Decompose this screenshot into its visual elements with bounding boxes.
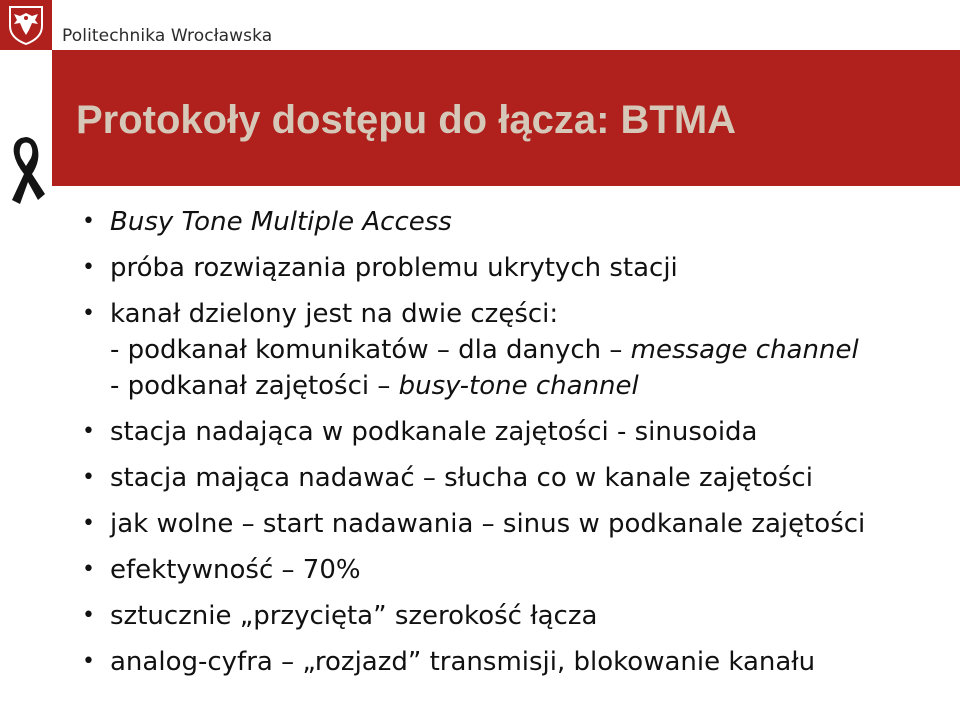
bullet-item [82, 296, 952, 404]
sub-line-busy-tone-channel [110, 368, 952, 404]
bullet-item [82, 552, 952, 588]
bullet-text: efektywność – 70% [110, 555, 361, 585]
university-logo [0, 0, 52, 50]
bullet-item [82, 598, 952, 634]
title-bar [52, 50, 960, 186]
bullet-item [82, 506, 952, 542]
bullet-text: stacja mająca nadawać – słucha co w kanale zajętości [110, 463, 813, 493]
sub-line-message-channel [110, 332, 952, 368]
bullet-item [82, 250, 952, 286]
top-header-bar [0, 0, 960, 50]
left-strip [0, 50, 52, 720]
bullet-text: próba rozwiązania problemu ukrytych stacji [110, 253, 678, 283]
sub-term: busy-tone channel [398, 371, 639, 401]
bullet-item [82, 204, 952, 240]
slide-content [52, 186, 960, 720]
sub-term: message channel [630, 335, 859, 365]
bullet-text: jak wolne – start nadawania – sinus w podkanale zajętości [110, 509, 866, 539]
bullet-text: • kanał dzielony jest na dwie części: [110, 299, 559, 329]
mourning-ribbon-icon [4, 134, 50, 206]
eagle-crest-icon [8, 4, 44, 46]
bullet-text: analog-cyfra – „rozjazd” transmisji, blokowanie kanału [110, 647, 816, 677]
university-name: Politechnika Wrocławska [62, 26, 273, 46]
bullet-text: sztucznie „przycięta” szerokość łącza [110, 601, 598, 631]
bullet-item [82, 414, 952, 450]
sub-text: - podkanał komunikatów – dla danych – [110, 335, 631, 365]
bullet-text: Busy Tone Multiple Access [110, 207, 452, 237]
bullet-list [82, 204, 952, 690]
slide-title: Protokoły dostępu do łącza: BTMA [76, 98, 737, 142]
sub-text: - podkanał zajętości – [110, 371, 399, 401]
bullet-item [82, 644, 952, 680]
bullet-text: stacja nadająca w podkanale zajętości - sinusoida [110, 417, 758, 447]
bullet-item [82, 460, 952, 496]
